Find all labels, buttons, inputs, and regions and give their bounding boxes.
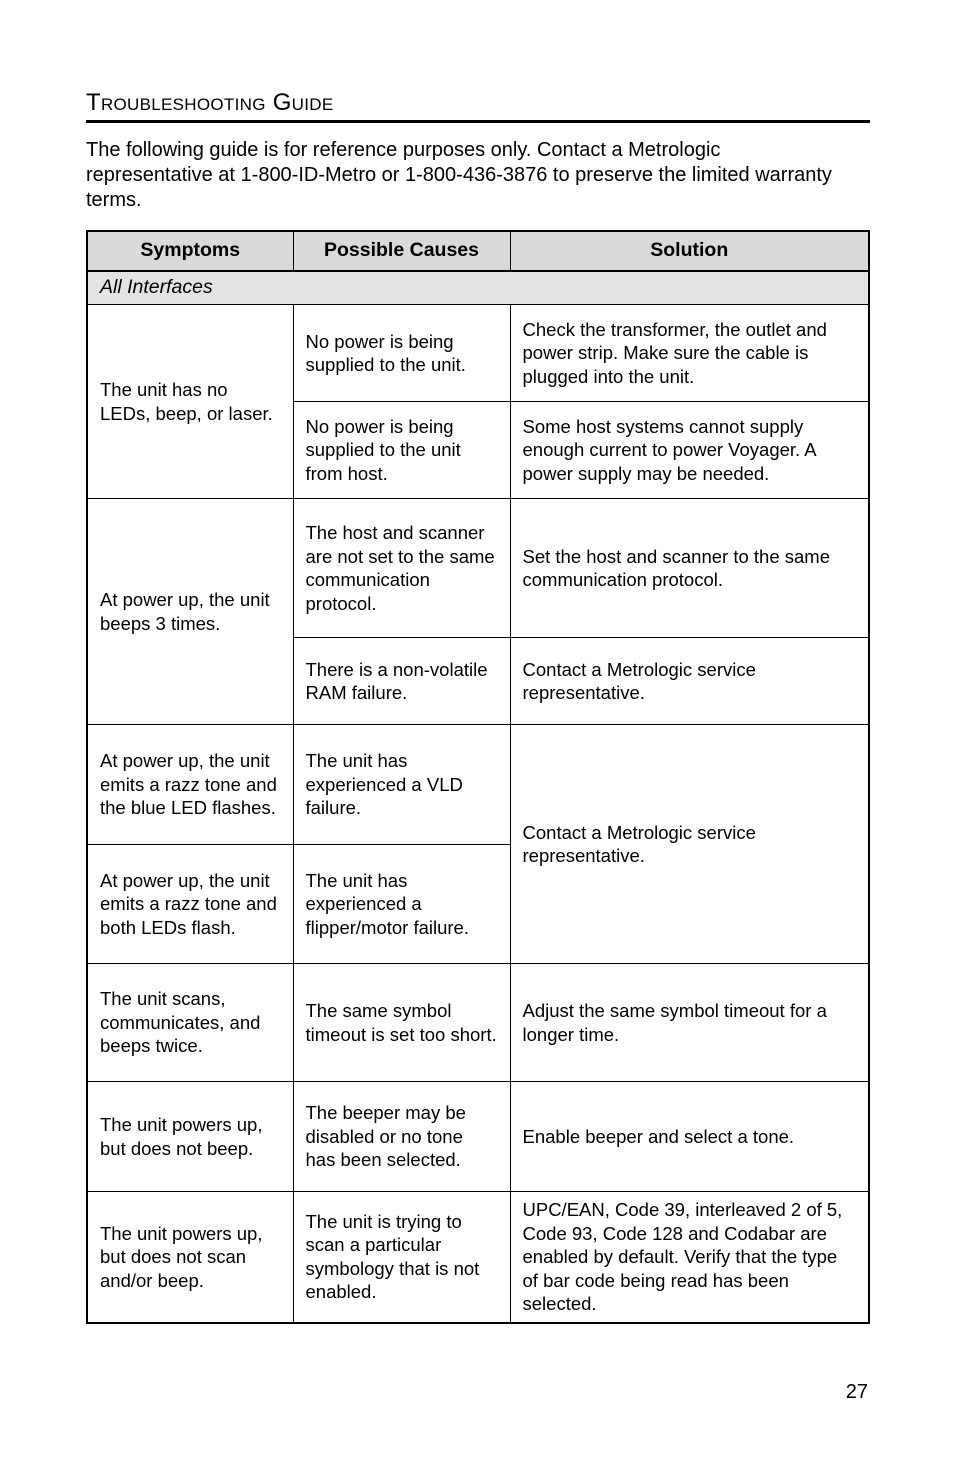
solution-cell: Some host systems cannot supply enough current to power Voyager. A power supply may be needed. (510, 402, 869, 499)
cause-cell: The unit has experienced a flipper/motor failure. (293, 845, 510, 964)
solution-cell: Enable beeper and select a tone. (510, 1082, 869, 1192)
cause-cell: No power is being supplied to the unit. (293, 305, 510, 402)
cause-cell: The beeper may be disabled or no tone has been selected. (293, 1082, 510, 1192)
solution-cell: Check the transformer, the outlet and power strip. Make sure the cable is plugged into the unit. (510, 305, 869, 402)
table-row (87, 725, 869, 845)
symptom-cell: At power up, the unit emits a razz tone and the blue LED flashes. (87, 725, 293, 845)
section-row (87, 271, 869, 305)
cause-cell: There is a non-volatile RAM failure. (293, 638, 510, 725)
table-row (87, 1082, 869, 1192)
cause-cell: No power is being supplied to the unit from host. (293, 402, 510, 499)
header-symptoms: Symptoms (87, 231, 293, 271)
symptom-cell: The unit powers up, but does not beep. (87, 1082, 293, 1192)
intro-paragraph: The following guide is for reference purposes only. Contact a Metrologic representative at 1-800-ID-Metro or 1-800-436-3876 to preserve the limited warranty terms. (86, 139, 832, 211)
page-number: 27 (845, 1381, 868, 1403)
header-possible-causes: Possible Causes (293, 231, 510, 271)
table-row (87, 964, 869, 1082)
solution-cell: Contact a Metrologic service representative. (510, 638, 869, 725)
cause-cell: The unit is trying to scan a particular symbology that is not enabled. (293, 1192, 510, 1323)
cause-cell: The unit has experienced a VLD failure. (293, 725, 510, 845)
table-header-row (87, 231, 869, 271)
symptom-cell: The unit scans, communicates, and beeps twice. (87, 964, 293, 1082)
table-row (87, 1192, 869, 1323)
section-label: All Interfaces (87, 271, 869, 305)
table-row (87, 305, 869, 402)
page-heading: Troubleshooting Guide (86, 88, 870, 123)
cause-cell: The same symbol timeout is set too short. (293, 964, 510, 1082)
table-row (87, 499, 869, 638)
cause-cell: The host and scanner are not set to the same communication protocol. (293, 499, 510, 638)
symptom-cell: At power up, the unit emits a razz tone and both LEDs flash. (87, 845, 293, 964)
solution-cell: Adjust the same symbol timeout for a longer time. (510, 964, 869, 1082)
solution-cell: Set the host and scanner to the same communication protocol. (510, 499, 869, 638)
symptom-cell: At power up, the unit beeps 3 times. (87, 499, 293, 725)
troubleshooting-table (86, 230, 870, 1324)
symptom-cell: The unit powers up, but does not scan and/or beep. (87, 1192, 293, 1323)
solution-cell: Contact a Metrologic service representative. (510, 725, 869, 964)
symptom-cell: The unit has no LEDs, beep, or laser. (87, 305, 293, 499)
solution-cell: UPC/EAN, Code 39, interleaved 2 of 5, Code 93, Code 128 and Codabar are enabled by default. Verify that the type of bar code being read has been selected. (510, 1192, 869, 1323)
header-solution: Solution (510, 231, 869, 271)
